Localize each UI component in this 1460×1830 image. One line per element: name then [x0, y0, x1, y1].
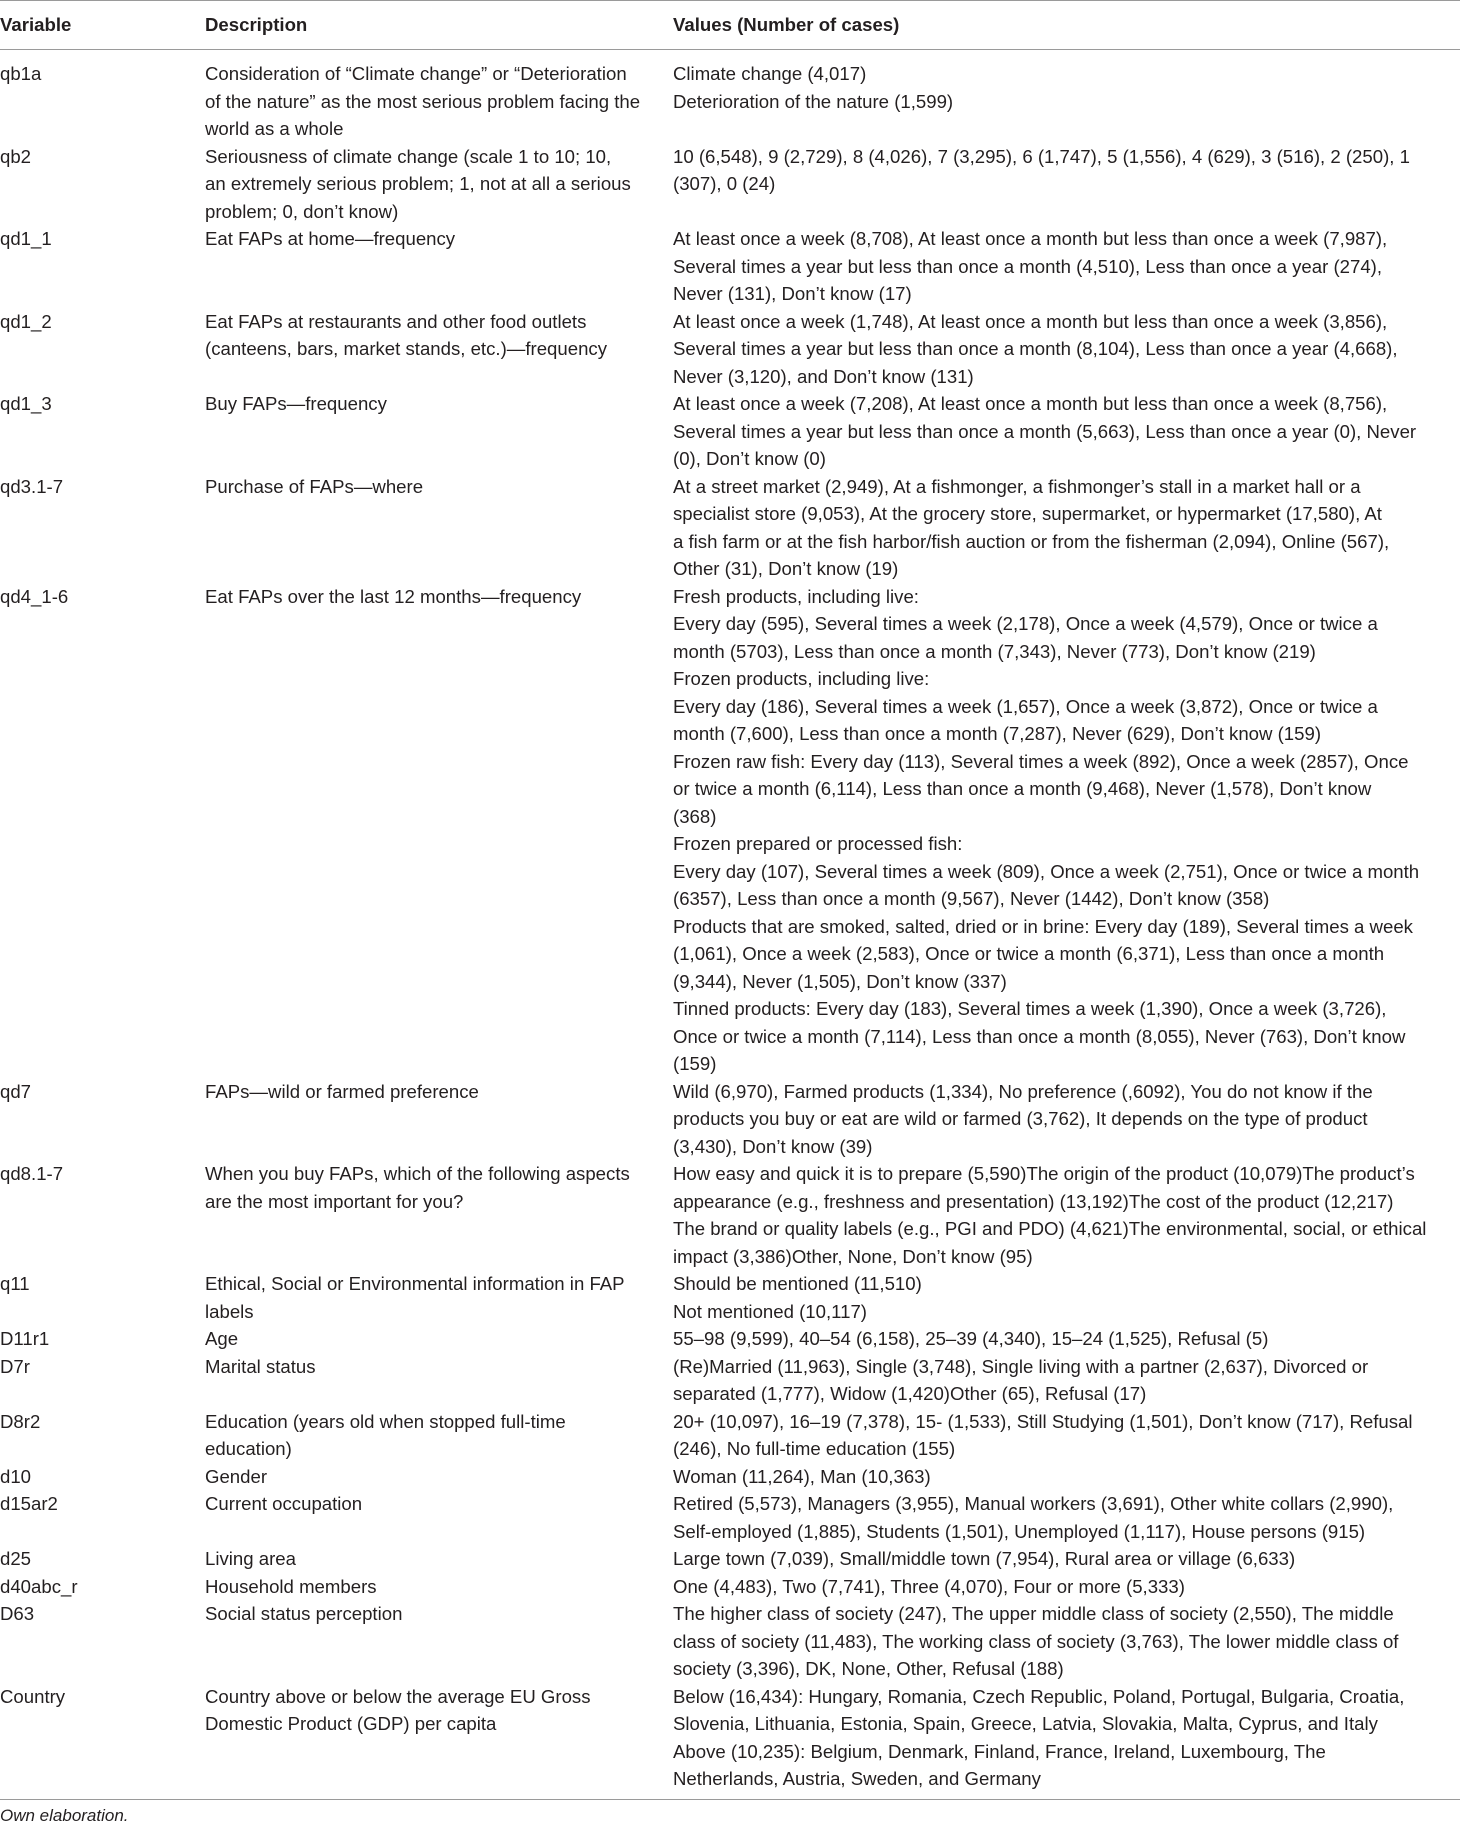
values-line: At least once a week (8,708), At least once a month but less than once a week (7,987),	[673, 228, 1388, 249]
variable-cell: q11	[0, 1273, 30, 1294]
description-cell	[205, 1078, 673, 1161]
description-line: When you buy FAPs, which of the following aspects	[205, 1163, 630, 1184]
values-cell	[673, 225, 1460, 308]
description-cell	[205, 225, 673, 308]
table-row	[0, 1573, 1460, 1601]
values-line: Never (131), Don’t know (17)	[673, 283, 912, 304]
variable-cell: qd3.1-7	[0, 475, 64, 497]
values-line: Wild (6,970), Farmed products (1,334), No preference (,6092), You do not know if the	[673, 1080, 1373, 1102]
description-line: Consideration of “Climate change” or “Deterioration	[205, 63, 627, 84]
values-line: Self-employed (1,885), Students (1,501), Unemployed (1,117), House persons (915)	[673, 1520, 1366, 1542]
values-cell	[673, 1683, 1460, 1802]
description-cell	[205, 1463, 673, 1491]
table-row	[0, 1408, 1460, 1463]
values-line: Slovenia, Lithuania, Estonia, Spain, Greece, Latvia, Slovakia, Malta, Cyprus, and Italy	[673, 1713, 1378, 1734]
values-line: Once or twice a month (7,114), Less than once a month (8,055), Never (763), Don’t know	[673, 1025, 1406, 1047]
values-line: specialist store (9,053), At the grocery store, supermarket, or hypermarket (17,580), At	[673, 503, 1382, 524]
table-row	[0, 225, 1460, 308]
values-cell	[673, 583, 1460, 1078]
values-line: (Re)Married (11,963), Single (3,748), Single living with a partner (2,637), Divorced or	[673, 1355, 1369, 1377]
values-line: At least once a week (7,208), At least once a month but less than once a week (8,756),	[673, 393, 1388, 414]
values-line: (159)	[673, 1053, 717, 1074]
values-cell	[673, 308, 1460, 391]
description-cell	[205, 1353, 673, 1408]
table-header	[0, 1, 1460, 50]
values-line: appearance (e.g., freshness and presentation) (13,192)The cost of the product (12,217)	[673, 1190, 1394, 1212]
description-cell	[205, 583, 673, 1078]
values-line: Retired (5,573), Managers (3,955), Manual workers (3,691), Other white collars (2,990),	[673, 1493, 1394, 1514]
values-line: How easy and quick it is to prepare (5,590)The origin of the product (10,079)The product’s	[673, 1163, 1415, 1184]
variable-cell: qd1_3	[0, 393, 52, 414]
table-row	[0, 1325, 1460, 1353]
values-line: Large town (7,039), Small/middle town (7,954), Rural area or village (6,633)	[673, 1548, 1296, 1569]
values-cell	[673, 1408, 1460, 1463]
values-line: 55–98 (9,599), 40–54 (6,158), 25–39 (4,340), 15–24 (1,525), Refusal (5)	[673, 1328, 1269, 1349]
values-cell	[673, 143, 1460, 226]
values-line: (0), Don’t know (0)	[673, 448, 826, 469]
description-line: Ethical, Social or Environmental information in FAP	[205, 1273, 625, 1294]
values-cell	[673, 1353, 1460, 1408]
description-cell	[205, 473, 673, 583]
values-line: society (3,396), DK, None, Other, Refusal (188)	[673, 1658, 1064, 1679]
values-cell	[673, 50, 1460, 143]
values-line: class of society (11,483), The working class of society (3,763), The lower middle class of	[673, 1630, 1399, 1652]
table-row	[0, 1353, 1460, 1408]
values-cell	[673, 1490, 1460, 1545]
values-line: Above (10,235): Belgium, Denmark, Finland, France, Ireland, Luxembourg, The	[673, 1740, 1326, 1762]
description-line: FAPs—wild or farmed preference	[205, 1080, 479, 1102]
description-cell	[205, 1160, 673, 1270]
values-line: The higher class of society (247), The upper middle class of society (2,550), The middle	[673, 1603, 1394, 1624]
values-line: Never (3,120), and Don’t know (131)	[673, 365, 974, 387]
description-line: Domestic Product (GDP) per capita	[205, 1713, 497, 1734]
description-line: labels	[205, 1300, 254, 1322]
values-line: Woman (11,264), Man (10,363)	[673, 1465, 931, 1487]
values-line: (6357), Less than once a month (9,567), Never (1442), Don’t know (358)	[673, 888, 1270, 909]
description-line: Eat FAPs at restaurants and other food outlets	[205, 310, 587, 332]
table-footnote: Own elaboration.	[0, 1806, 129, 1825]
values-line: Netherlands, Austria, Sweden, and Germany	[673, 1768, 1041, 1789]
description-line: Social status perception	[205, 1603, 403, 1624]
table-row	[0, 1270, 1460, 1325]
values-line: (246), No full-time education (155)	[673, 1438, 956, 1459]
variable-cell: qd1_1	[0, 228, 52, 249]
variable-cell: D7r	[0, 1355, 30, 1377]
values-line: Frozen products, including live:	[673, 668, 930, 689]
variable-cell: D63	[0, 1603, 35, 1624]
table-row	[0, 1600, 1460, 1683]
description-line: Education (years old when stopped full-time	[205, 1410, 566, 1432]
values-line: Fresh products, including live:	[673, 585, 919, 607]
values-line: a fish farm or at the fish harbor/fish auction or from the fisherman (2,094), Online (567),	[673, 530, 1390, 552]
description-cell	[205, 1490, 673, 1545]
description-cell	[205, 50, 673, 143]
values-line: or twice a month (6,114), Less than once a month (9,468), Never (1,578), Don’t know	[673, 778, 1372, 799]
description-cell	[205, 1573, 673, 1601]
values-line: Not mentioned (10,117)	[673, 1300, 867, 1322]
values-line: month (5703), Less than once a month (7,343), Never (773), Don’t know (219)	[673, 640, 1316, 662]
variable-cell: d10	[0, 1465, 32, 1487]
variable-cell: qd4_1-6	[0, 585, 69, 607]
table-row	[0, 1683, 1460, 1802]
description-cell	[205, 1545, 673, 1573]
values-cell	[673, 1545, 1460, 1573]
header-row	[0, 1, 1460, 50]
values-line: 20+ (10,097), 16–19 (7,378), 15- (1,533), Still Studying (1,501), Don’t know (717), Refusal	[673, 1410, 1413, 1432]
values-line: Other (31), Don’t know (19)	[673, 558, 899, 579]
values-line: Climate change (4,017)	[673, 63, 867, 84]
values-line: separated (1,777), Widow (1,420)Other (65), Refusal (17)	[673, 1383, 1147, 1404]
description-line: world as a whole	[205, 118, 344, 139]
values-line: Products that are smoked, salted, dried or in brine: Every day (189), Several times a week	[673, 915, 1413, 937]
values-line: (307), 0 (24)	[673, 173, 776, 194]
description-line: Current occupation	[205, 1493, 363, 1514]
values-cell	[673, 1463, 1460, 1491]
table-row	[0, 390, 1460, 473]
values-line: Every day (186), Several times a week (1,657), Once a week (3,872), Once or twice a	[673, 695, 1378, 717]
values-line: impact (3,386)Other, None, Don’t know (95)	[673, 1245, 1033, 1267]
description-line: Seriousness of climate change (scale 1 to 10; 10,	[205, 145, 612, 167]
description-line: Marital status	[205, 1355, 316, 1377]
variable-cell: qd7	[0, 1080, 32, 1102]
description-line: Eat FAPs at home—frequency	[205, 228, 456, 249]
description-cell	[205, 1270, 673, 1325]
header-description: Description	[205, 1, 673, 50]
values-line: The brand or quality labels (e.g., PGI and PDO) (4,621)The environmental, social, or ethical	[673, 1218, 1427, 1239]
table-row	[0, 1545, 1460, 1573]
values-cell	[673, 473, 1460, 583]
values-line: Every day (107), Several times a week (809), Once a week (2,751), Once or twice a month	[673, 860, 1420, 882]
header-variable: Variable	[0, 1, 205, 50]
description-line: Buy FAPs—frequency	[205, 393, 387, 414]
variable-cell: Country	[0, 1685, 66, 1707]
values-line: Tinned products: Every day (183), Several times a week (1,390), Once a week (3,726),	[673, 998, 1387, 1019]
values-line: Should be mentioned (11,510)	[673, 1273, 922, 1294]
description-line: Purchase of FAPs—where	[205, 475, 424, 497]
variable-cell: D11r1	[0, 1328, 50, 1349]
variable-cell: qb2	[0, 145, 32, 167]
description-line: Eat FAPs over the last 12 months—frequency	[205, 585, 582, 607]
variable-cell: qd8.1-7	[0, 1163, 64, 1184]
values-line: Every day (595), Several times a week (2,178), Once a week (4,579), Once or twice a	[673, 613, 1378, 634]
description-cell	[205, 308, 673, 391]
table-body	[0, 50, 1460, 1802]
values-line: (1,061), Once a week (2,583), Once or twice a month (6,371), Less than once a month	[673, 943, 1385, 964]
variable-cell: qd1_2	[0, 310, 52, 332]
description-line: (canteens, bars, market stands, etc.)—frequency	[205, 338, 608, 359]
values-line: Frozen prepared or processed fish:	[673, 833, 963, 854]
values-line: (3,430), Don’t know (39)	[673, 1135, 873, 1157]
description-cell	[205, 1683, 673, 1802]
values-line: products you buy or eat are wild or farmed (3,762), It depends on the type of product	[673, 1108, 1368, 1129]
description-cell	[205, 143, 673, 226]
values-line: Several times a year but less than once a month (5,663), Less than once a year (0), Never	[673, 420, 1417, 442]
values-line: One (4,483), Two (7,741), Three (4,070), Four or more (5,333)	[673, 1575, 1185, 1597]
table-row	[0, 1078, 1460, 1161]
values-cell	[673, 1600, 1460, 1683]
description-cell	[205, 1408, 673, 1463]
values-cell	[673, 1270, 1460, 1325]
values-line: At a street market (2,949), At a fishmonger, a fishmonger’s stall in a market hall or a	[673, 475, 1361, 497]
values-cell	[673, 1160, 1460, 1270]
table-row	[0, 1160, 1460, 1270]
values-line: 10 (6,548), 9 (2,729), 8 (4,026), 7 (3,295), 6 (1,747), 5 (1,556), 4 (629), 3 (516), 2 (250), 1	[673, 145, 1410, 167]
table-row	[0, 308, 1460, 391]
values-cell	[673, 390, 1460, 473]
values-line: Several times a year but less than once a month (8,104), Less than once a year (4,668),	[673, 338, 1398, 359]
description-line: Country above or below the average EU Gross	[205, 1685, 591, 1707]
variable-cell: d15ar2	[0, 1493, 58, 1514]
description-cell	[205, 390, 673, 473]
values-line: At least once a week (1,748), At least once a month but less than once a week (3,856),	[673, 310, 1388, 332]
variable-cell: D8r2	[0, 1410, 41, 1432]
table-row	[0, 1463, 1460, 1491]
values-cell	[673, 1078, 1460, 1161]
table-row	[0, 583, 1460, 1078]
description-line: Age	[205, 1328, 239, 1349]
description-line: are the most important for you?	[205, 1190, 464, 1212]
values-line: Deterioration of the nature (1,599)	[673, 90, 954, 112]
description-line: an extremely serious problem; 1, not at all a serious	[205, 173, 631, 194]
description-line: Gender	[205, 1465, 268, 1487]
values-line: (9,344), Never (1,505), Don’t know (337)	[673, 970, 1007, 992]
values-line: Below (16,434): Hungary, Romania, Czech Republic, Poland, Portugal, Bulgaria, Croatia,	[673, 1685, 1405, 1707]
table-row	[0, 473, 1460, 583]
table-row	[0, 50, 1460, 143]
values-line: (368)	[673, 805, 717, 827]
table-bottom-rule	[0, 1799, 1460, 1800]
values-line: month (7,600), Less than once a month (7,287), Never (629), Don’t know (159)	[673, 723, 1322, 744]
values-line: Frozen raw fish: Every day (113), Several times a week (892), Once a week (2857), Once	[673, 750, 1409, 772]
table-row	[0, 1490, 1460, 1545]
description-cell	[205, 1325, 673, 1353]
variable-cell: qb1a	[0, 63, 42, 84]
header-values: Values (Number of cases)	[673, 1, 1460, 50]
table-row	[0, 143, 1460, 226]
values-cell	[673, 1573, 1460, 1601]
variable-cell: d25	[0, 1548, 32, 1569]
description-line: education)	[205, 1438, 292, 1459]
variable-cell: d40abc_r	[0, 1575, 78, 1597]
description-line: problem; 0, don’t know)	[205, 200, 399, 222]
description-line: Household members	[205, 1575, 377, 1597]
description-line: of the nature” as the most serious problem facing the	[205, 90, 641, 112]
description-cell	[205, 1600, 673, 1683]
description-line: Living area	[205, 1548, 296, 1569]
values-cell	[673, 1325, 1460, 1353]
values-line: Several times a year but less than once a month (4,510), Less than once a year (274),	[673, 255, 1383, 277]
